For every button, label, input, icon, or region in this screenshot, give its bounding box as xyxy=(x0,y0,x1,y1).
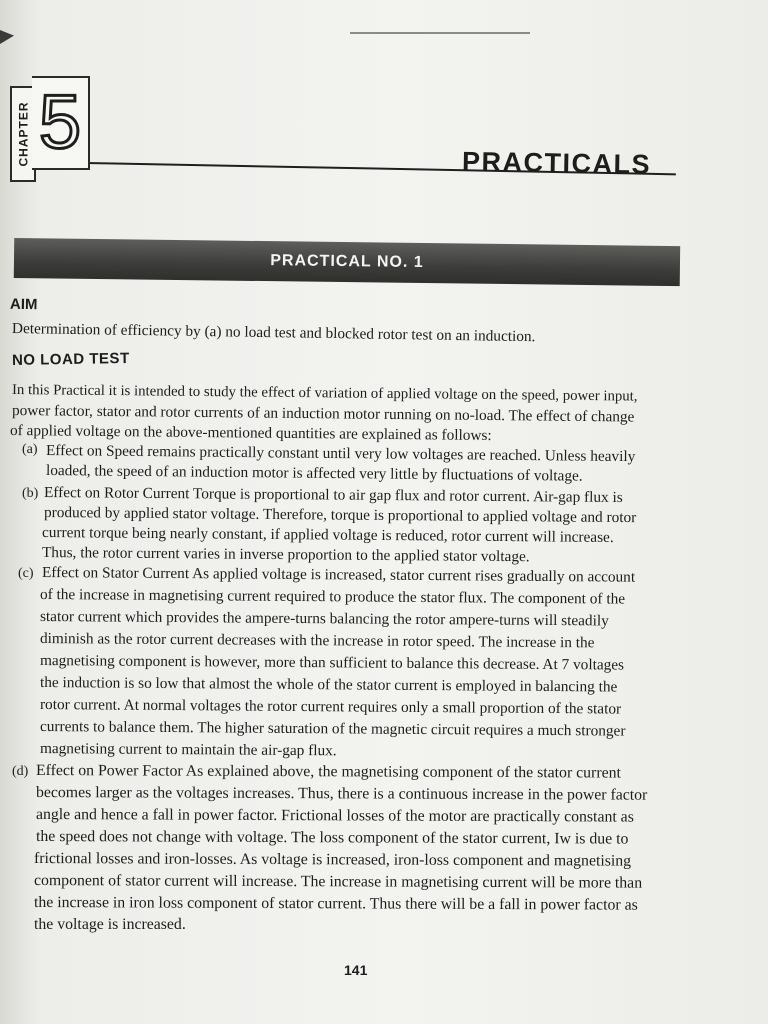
top-rule xyxy=(350,32,530,34)
item-line: the voltage is increased. xyxy=(34,916,186,933)
item-line: the increase in iron loss component of stator current. Thus there will be a fall in power factor as xyxy=(33,894,638,914)
item-line: Effect on Power Factor As explained above, the magnetising component of the stator current xyxy=(35,762,621,782)
item-label: (c) xyxy=(18,566,34,581)
item-line: magnetising current to maintain the air-gap flux. xyxy=(39,740,337,760)
practical-heading: PRACTICAL NO. 1 xyxy=(270,252,424,272)
item-label: (a) xyxy=(22,442,38,457)
item-line: Effect on Speed remains practically constant until very low voltages are reached. Unless heavily xyxy=(45,442,636,466)
item-line: frictional losses and iron-losses. As voltage is increased, iron-loss component and magnetising xyxy=(33,850,632,870)
item-label: (b) xyxy=(22,486,39,501)
chapter-tab-label: CHAPTER xyxy=(16,101,31,167)
item-line: Effect on Rotor Current Torque is proportional to air gap flux and rotor current. Air-gap flux is xyxy=(43,484,623,507)
aim-text: Determination of efficiency by (a) no load test and blocked rotor test on an induction. xyxy=(11,320,536,346)
intro-line: In this Practical it is intended to study the effect of variation of applied voltage on the speed, power input, xyxy=(11,382,638,405)
item-line: stator current which provides the ampere-turns balancing the rotor ampere-turns will steadily xyxy=(39,608,609,630)
item-line: rotor current. At normal voltages the rotor current requires only a small proportion of the stator xyxy=(39,696,622,718)
no-load-test-heading: NO LOAD TEST xyxy=(11,349,130,369)
item-line: becomes larger as the voltages increases. Thus, there is a continuous increase in the power factor xyxy=(35,784,648,804)
item-line: loaded, the speed of an induction motor is affected very little by fluctuations of voltage. xyxy=(45,462,583,485)
item-line: component of stator current will increase. The increase in magnetising current will be more than xyxy=(33,872,643,892)
chapter-number: 5 xyxy=(38,80,82,165)
item-line: produced by applied stator voltage. Therefore, torque is proportional to applied voltage and rotor xyxy=(43,504,637,527)
intro-line: of applied voltage on the above-mentioned quantities are explained as follows: xyxy=(9,422,492,445)
item-line: angle and hence a fall in power factor. Frictional losses of the motor are practically constant as xyxy=(35,806,634,826)
aim-heading: AIM xyxy=(9,295,38,314)
chapter-number-box xyxy=(32,76,90,170)
item-line: current torque being nearly constant, if applied voltage is reduced, rotor current will increase. xyxy=(41,524,614,546)
page-number: 141 xyxy=(344,962,368,978)
item-line: diminish as the rotor current decreases with the increase in rotor speed. The increase in the xyxy=(39,630,595,652)
chapter-title: PRACTICALS xyxy=(461,146,652,180)
item-line: Effect on Stator Current As applied voltage is increased, stator current rises gradually on account xyxy=(41,564,636,586)
item-line: currents to balance them. The higher saturation of the magnetic circuit requires a much stronger xyxy=(39,718,626,740)
intro-line: power factor, stator and rotor currents of an induction motor running on no-load. The effect of change xyxy=(11,402,635,426)
item-line: the induction is so low that almost the whole of the stator current is employed in balancing the xyxy=(39,674,618,696)
item-label: (d) xyxy=(12,764,29,779)
item-line: Thus, the rotor current varies in inverse proportion to the applied stator voltage. xyxy=(41,544,530,566)
item-line: of the increase in magnetising current required to produce the stator flux. The component of the xyxy=(39,586,626,608)
item-line: magnetising component is however, more than sufficient to balance this decrease. At 7 voltages xyxy=(39,652,625,674)
item-line: the speed does not change with voltage. The loss component of the stator current, Iw is due to xyxy=(35,828,629,848)
practical-banner xyxy=(14,238,680,286)
